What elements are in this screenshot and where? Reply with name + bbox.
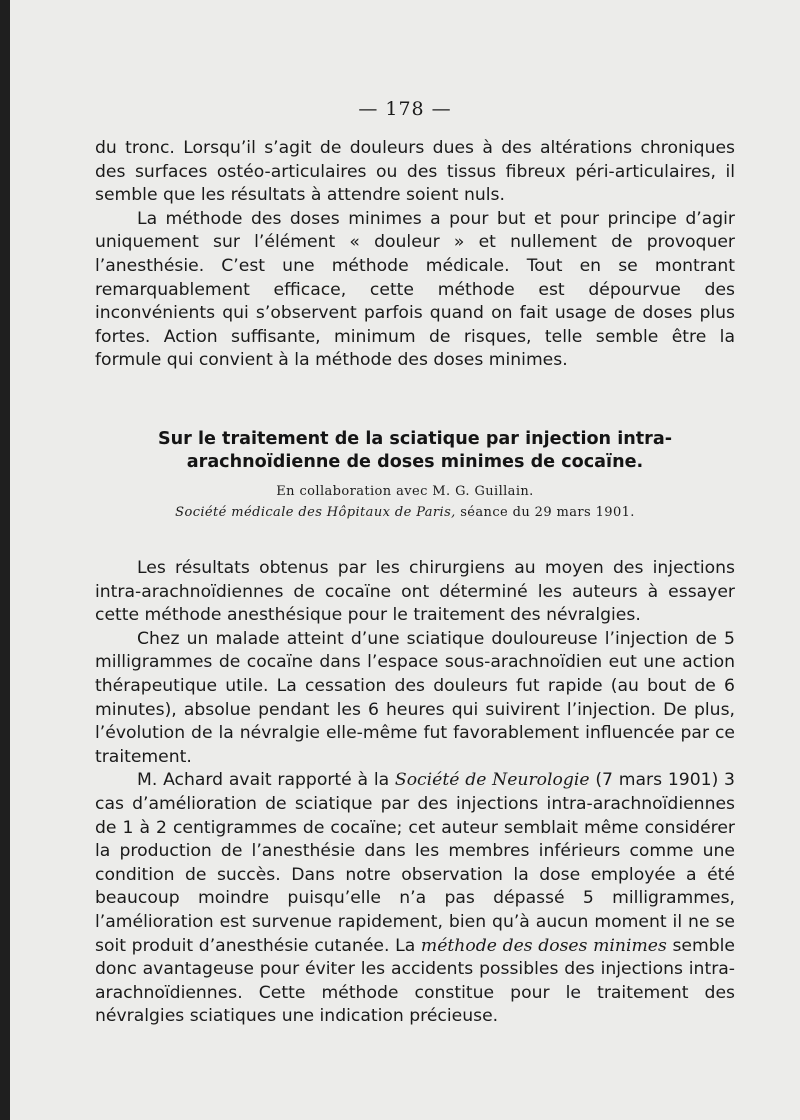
citation-line — [10, 505, 800, 520]
citation-session: séance du 29 mars 1901. — [455, 505, 635, 520]
bottom-text-block — [95, 557, 735, 1029]
collaboration-line: En collaboration avec M. G. Guillain. — [276, 484, 534, 499]
achard-text-middle: (7 mars 1901) 3 cas d’amélioration de sciatique par des injections intra-arachnoïdiennes de 1 à 2 centigrammes de cocaïne; cet auteur semblait même considérer la production de l’anesthésie dans les membres inférieurs comme une condition de succès. Dans notre observation la dose employée a été beaucoup moindre puisqu’elle n’a pas dépassé 5 milligrammes, l’amélioration est survenue rapidement, bien qu’à aucun moment il ne se soit produit d’anesthésie cutanée. La — [95, 770, 735, 956]
section-heading: Sur le traitement de la sciatique par injection intra-arachnoïdienne de doses minimes de cocaïne. — [157, 429, 673, 472]
paragraph-method-summary: La méthode des doses minimes a pour but et pour principe d’agir uniquement sur l’élément « douleur » et nullement de provoquer l’anesthésie. C’est une méthode médicale. Tout en se montrant remarquablement efficace, cette méthode est dépourvue des inconvénients qui s’observent parfois quand on fait usage de doses plus fortes. Action suffisante, minimum de risques, telle semble être la formule qui convient à la méthode des doses minimes. — [95, 208, 735, 371]
journal-name: Société de Neurologie — [394, 770, 590, 791]
paragraph-results: Les résultats obtenus par les chirurgiens au moyen des injections intra-arachnoïdiennes de cocaïne ont déterminé les auteurs à essayer cette méthode anesthésique pour le traitement des névralgies. — [95, 558, 735, 626]
paragraph-case: Chez un malade atteint d’une sciatique douloureuse l’injection de 5 milligrammes de cocaïne dans l’espace sous-arachnoïdien eut une action thérapeutique utile. La cessation des douleurs fut rapide (au bout de 6 minutes), absolue pendant les 6 heures qui suivirent l’injection. De plus, l’évolution de la névralgie elle-même fut favorablement influencée par ce traitement. — [95, 628, 735, 767]
method-name: méthode des doses minimes — [420, 935, 667, 956]
page-number: — 178 — — [358, 98, 452, 120]
paragraph-continuation: du tronc. Lorsqu’il s’agit de douleurs dues à des altérations chroniques des surfaces ostéo-articulaires ou des tissus fibreux péri-articulaires, il semble que les résultats à attendre soient nuls. — [95, 138, 735, 206]
achard-text-start: M. Achard avait rapporté à la — [137, 770, 395, 791]
citation-journal: Société médicale des Hôpitaux de Paris, — [175, 505, 456, 520]
top-text-block — [95, 137, 735, 373]
paragraph-achard — [95, 769, 735, 1029]
document-page — [10, 0, 800, 1120]
achard-text-end: semble donc avantageuse pour éviter les accidents possibles des injections intra-arachnoïdiennes. Cette méthode constitue pour le traitement des névralgies sciatiques une indication précieuse. — [95, 935, 735, 1027]
